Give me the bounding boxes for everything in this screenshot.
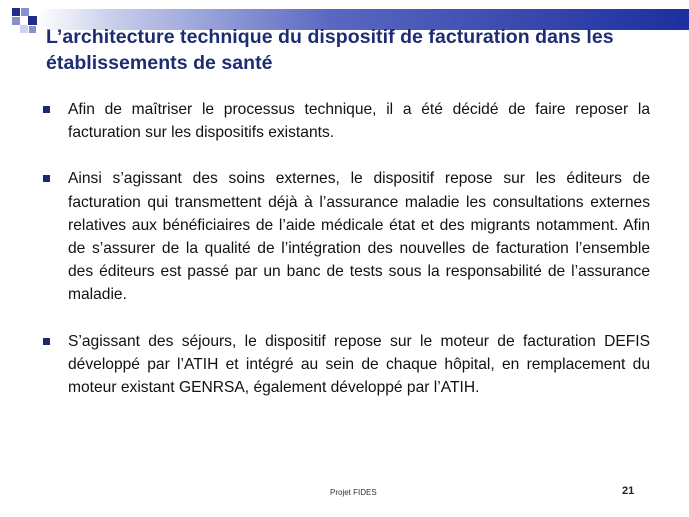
square-bullet-icon xyxy=(43,338,50,345)
bullet-item xyxy=(40,98,650,144)
bullet-text: Afin de maîtriser le processus technique, il a été décidé de faire reposer la facturation sur les dispositifs existants. xyxy=(68,101,650,142)
bullet-text: S’agissant des séjours, le dispositif repose sur le moteur de facturation DEFIS développé par l’ATIH et intégré au sein de chaque hôpital, en remplacement du moteur existant GENRSA, également développé par l’ATIH. xyxy=(68,332,650,397)
decor-square xyxy=(28,16,37,25)
decor-square xyxy=(21,8,29,16)
bullet-list xyxy=(40,98,650,422)
slide-title: L’architecture technique du dispositif de facturation dans les établissements de santé xyxy=(46,26,614,74)
decor-square xyxy=(20,25,28,33)
footer-project-label: Projet FIDES xyxy=(330,488,377,497)
square-bullet-icon xyxy=(43,175,50,182)
bullet-item xyxy=(40,330,650,400)
decor-square xyxy=(12,17,20,25)
decor-square xyxy=(29,26,36,33)
bullet-text: Ainsi s’agissant des soins externes, le dispositif repose sur les éditeurs de facturation qui transmettent déjà à l’assurance maladie les consultations externes relatives aux bénéficiaires de l’aide médicale état et des migrants notamment. Afin de s’assurer de la qualité de l’intégration des nouvelles de facturation l’ensemble des éditeurs est passé par un banc de tests sous la responsabilité de l’assurance maladie. xyxy=(68,170,650,304)
square-bullet-icon xyxy=(43,106,50,113)
page-number: 21 xyxy=(622,485,635,497)
bullet-item xyxy=(40,167,650,306)
decor-square xyxy=(12,8,20,16)
